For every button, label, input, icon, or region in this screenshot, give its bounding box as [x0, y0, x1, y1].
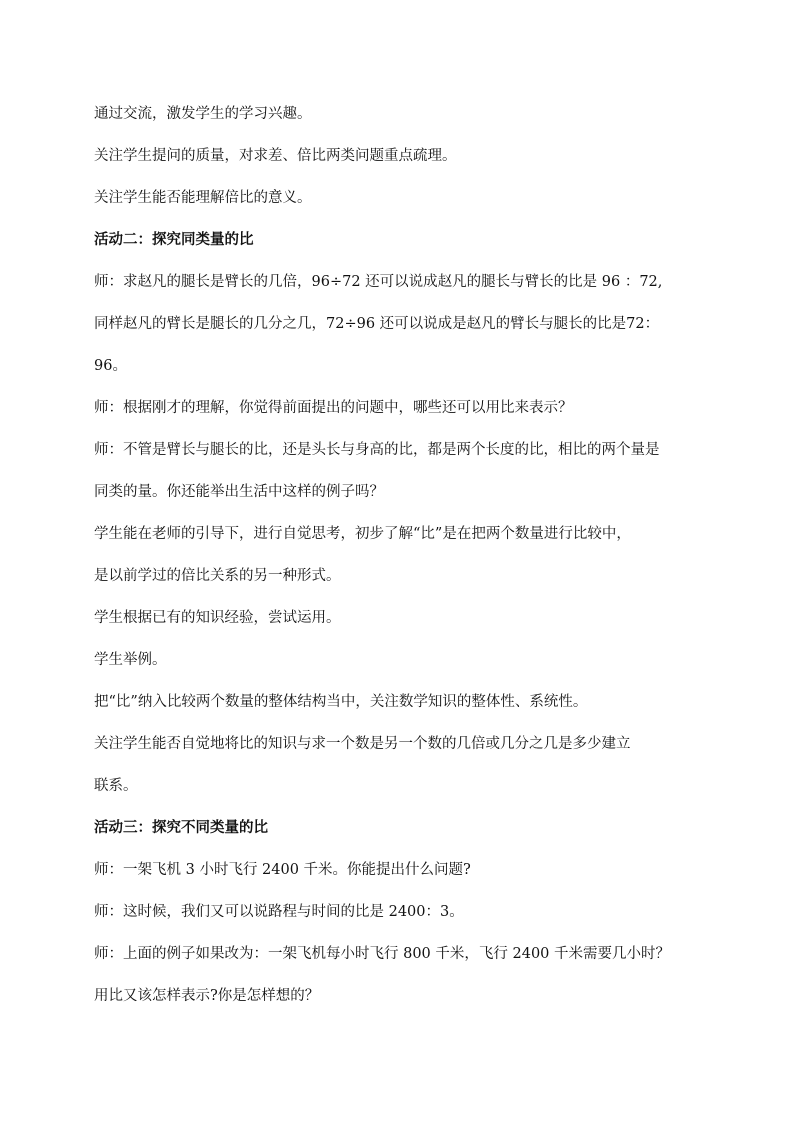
paragraph-line: 学生能在老师的引导下，进行自觉思考，初步了解“比”是在把两个数量进行比较中，: [94, 526, 631, 542]
paragraph: [94, 440, 706, 502]
paragraph-line: 师：上面的例子如果改为：一架飞机每小时飞行 800 千米，飞行 2400 千米需要几小时？: [94, 946, 671, 962]
document-body: [94, 104, 706, 1028]
paragraph-line: 师：这时候，我们又可以说路程与时间的比是 2400：3。: [94, 904, 464, 920]
paragraph-line: 师：一架飞机 3 小时飞行 2400 千米。你能提出什么问题?: [94, 862, 471, 878]
paragraph: [94, 860, 706, 880]
section-heading: [94, 818, 706, 838]
section-heading-text: 活动二：探究同类量的比: [94, 231, 254, 248]
paragraph-line: 是以前学过的倍比关系的另一种形式。: [94, 568, 341, 584]
paragraph-line: 关注学生能否能理解倍比的意义。: [94, 190, 312, 206]
paragraph: [94, 398, 706, 418]
paragraph-line: 师：不管是臂长与腿长的比，还是头长与身高的比，都是两个长度的比，相比的两个量是: [94, 442, 660, 458]
paragraph: [94, 524, 706, 586]
section-heading: [94, 230, 706, 250]
paragraph: [94, 734, 706, 796]
section-heading-text: 活动三：探究不同类量的比: [94, 819, 268, 836]
paragraph-line: 通过交流，激发学生的学习兴趣。: [94, 106, 312, 122]
paragraph: [94, 146, 706, 166]
paragraph-line: 同样赵凡的臂长是腿长的几分之几，72÷96 还可以说成是赵凡的臂长与腿长的比是72：: [94, 316, 660, 332]
paragraph: [94, 272, 706, 376]
paragraph: [94, 692, 706, 712]
paragraph: [94, 608, 706, 628]
paragraph: [94, 650, 706, 670]
paragraph-line: 用比又该怎样表示?你是怎样想的？: [94, 988, 320, 1004]
paragraph-line: 学生举例。: [94, 652, 167, 668]
paragraph-line: 联系。: [94, 778, 138, 794]
paragraph-line: 96。: [94, 358, 127, 374]
paragraph: [94, 188, 706, 208]
paragraph-line: 师：求赵凡的腿长是臂长的几倍，96÷72 还可以说成赵凡的腿长与臂长的比是 96 ：72,: [94, 274, 663, 290]
paragraph: [94, 902, 706, 922]
paragraph: [94, 104, 706, 124]
paragraph-line: 学生根据已有的知识经验，尝试运用。: [94, 610, 341, 626]
paragraph-line: 关注学生能否自觉地将比的知识与求一个数是另一个数的几倍或几分之几是多少建立: [94, 736, 631, 752]
paragraph-line: 把“比”纳入比较两个数量的整体结构当中，关注数学知识的整体性、系统性。: [94, 694, 588, 710]
paragraph-line: 关注学生提问的质量，对求差、倍比两类问题重点疏理。: [94, 148, 457, 164]
paragraph-line: 师：根据刚才的理解，你觉得前面提出的问题中，哪些还可以用比来表示？: [94, 400, 573, 416]
paragraph: [94, 944, 706, 1006]
paragraph-line: 同类的量。你还能举出生活中这样的例子吗？: [94, 484, 384, 500]
